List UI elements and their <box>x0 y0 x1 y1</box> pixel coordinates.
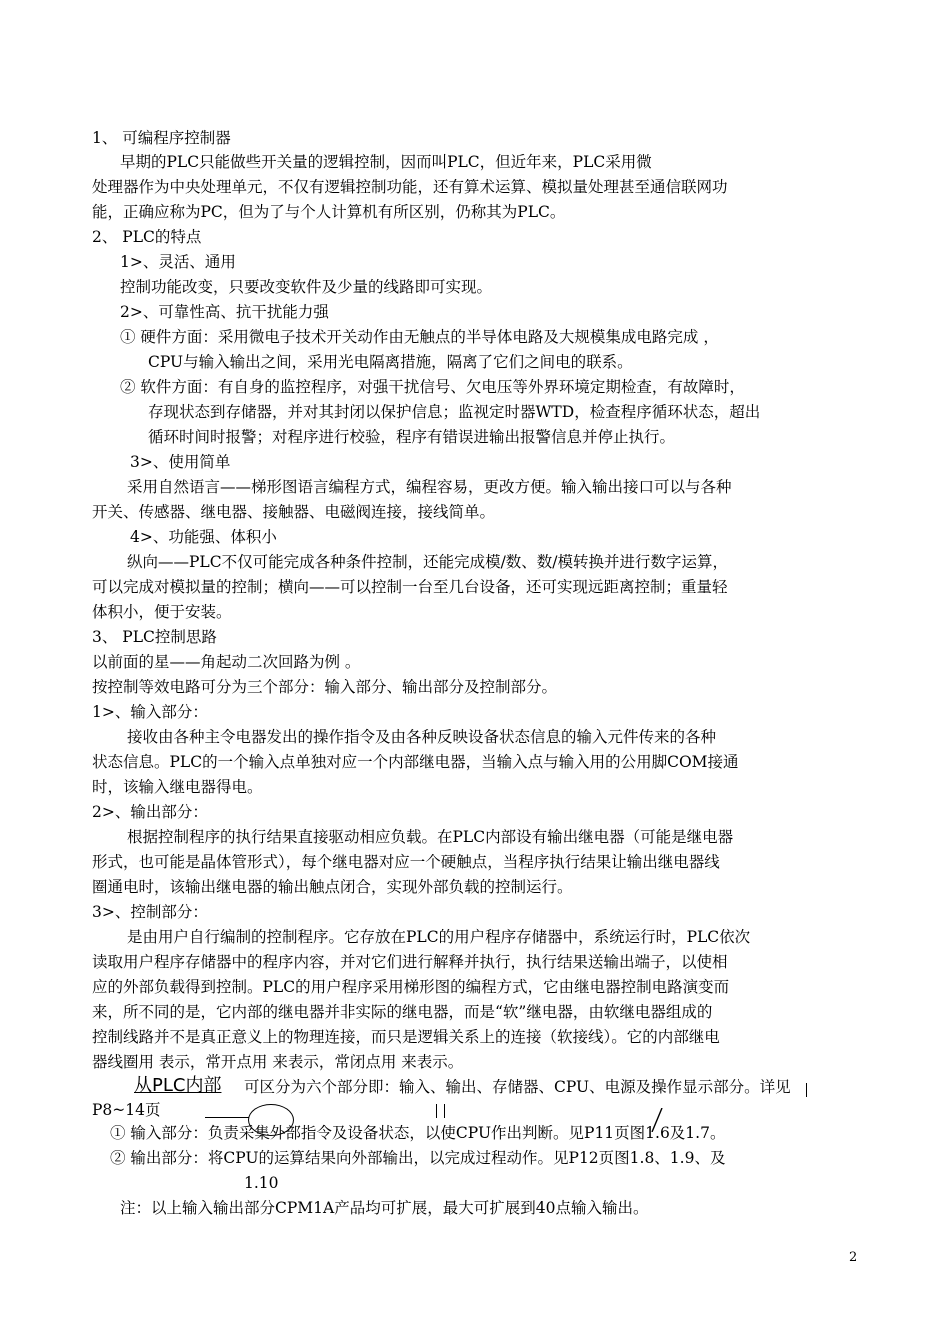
tick-mark <box>806 1083 807 1097</box>
paragraph-line: 是由用户自行编制的控制程序。它存放在PLC的用户程序存储器中，系统运行时，PLC依次 <box>127 928 751 946</box>
paragraph-line: 能，正确应称为PC，但为了与个人计算机有所区别，仍称其为PLC。 <box>92 203 566 221</box>
subheading: 1>、灵活、通用 <box>120 253 236 271</box>
paragraph-line: 来，所不同的是，它内部的继电器并非实际的继电器，而是“软”继电器，由软继电器组成的 <box>92 1003 713 1021</box>
paragraph-line: 根据控制程序的执行结果直接驱动相应负载。在PLC内部设有输出继电器（可能是继电器 <box>127 828 734 846</box>
paragraph-line: 控制线路并不是真正意义上的物理连接，而只是逻辑关系上的连接（软接线）。它的内部继电 <box>92 1028 720 1046</box>
list-item: ① 硬件方面：采用微电子技术开关动作由无触点的半导体电路及大规模集成电路完成 ， <box>120 328 719 346</box>
paragraph-line: 时，该输入继电器得电。 <box>92 778 263 796</box>
list-item-cont: 1.10 <box>244 1174 279 1192</box>
subheading: 3>、使用简单 <box>130 453 231 471</box>
list-item-cont: 存现状态到存储器，并对其封闭以保护信息；监视定时器WTD，检查程序循环状态，超出 <box>148 403 761 421</box>
plc-internal-heading: 从PLC内部 <box>134 1075 222 1096</box>
paragraph-line: 形式，也可能是晶体管形式），每个继电器对应一个硬触点，当程序执行结果让输出继电器线 <box>92 853 720 871</box>
paragraph-line: 开关、传感器、继电器、接触器、电磁阀连接，接线简单。 <box>92 503 496 521</box>
subheading: 4>、功能强、体积小 <box>130 528 277 546</box>
note-line: 注：以上输入输出部分CPM1A产品均可扩展，最大可扩展到40点输入输出。 <box>120 1199 649 1217</box>
paragraph-line: 接收由各种主令电器发出的操作指令及由各种反映设备状态信息的输入元件传来的各种 <box>127 728 717 746</box>
paragraph-line: P8~14页 <box>92 1101 161 1119</box>
paragraph-line: 圈通电时，该输出继电器的输出触点闭合，实现外部负载的控制运行。 <box>92 878 573 896</box>
list-item-cont: CPU与输入输出之间，采用光电隔离措施，隔离了它们之间电的联系。 <box>148 353 633 371</box>
subheading: 3>、控制部分： <box>92 903 208 921</box>
tick-mark <box>436 1104 437 1118</box>
paragraph-line: 以前面的星——角起动二次回路为例 。 <box>92 653 361 671</box>
subheading: 1>、输入部分： <box>92 703 208 721</box>
paragraph-line: 可区分为六个部分即：输入、输出、存储器、CPU、电源及操作显示部分。详见 <box>244 1078 791 1096</box>
paragraph-line: 采用自然语言——梯形图语言编程方式，编程容易，更改方便。输入输出接口可以与各种 <box>127 478 732 496</box>
paragraph-line: 体积小，便于安装。 <box>92 603 232 621</box>
list-item: ② 输出部分：将CPU的运算结果向外部输出，以完成过程动作。见P12页图1.8、1.9、及 <box>110 1149 726 1167</box>
page-number: 2 <box>849 1250 858 1265</box>
subheading: 2>、可靠性高、抗干扰能力强 <box>120 303 329 321</box>
underline-mark <box>205 1117 249 1118</box>
paragraph-line: 纵向——PLC不仅可能完成各种条件控制，还能完成模/数、数/模转换并进行数字运算， <box>127 553 729 571</box>
list-item: ② 软件方面：有自身的监控程序，对强干扰信号、欠电压等外界环境定期检查，有故障时， <box>120 378 745 396</box>
paragraph-line: 处理器作为中央处理单元，不仅有逻辑控制功能，还有算术运算、模拟量处理甚至通信联网功 <box>92 178 728 196</box>
paragraph-line: 应的外部负载得到控制。PLC的用户程序采用梯形图的编程方式，它由继电器控制电路演变而 <box>92 978 730 996</box>
paragraph-line: 可以完成对模拟量的控制；横向——可以控制一台至几台设备，还可实现远距离控制；重量轻 <box>92 578 728 596</box>
paragraph-line: 早期的PLC只能做些开关量的逻辑控制，因而叫PLC，但近年来，PLC采用微 <box>120 153 652 171</box>
paragraph-line: 器线圈用 表示，常开点用 来表示，常闭点用 来表示。 <box>92 1053 464 1071</box>
heading-1: 1、 可编程序控制器 <box>92 129 231 147</box>
heading-2: 2、 PLC的特点 <box>92 228 202 246</box>
list-item: ① 输入部分：负责采集外部指令及设备状态，以使CPU作出判断。见P11页图1.6及1.7。 <box>110 1124 726 1142</box>
heading-3: 3、 PLC控制思路 <box>92 628 217 646</box>
paragraph-line: 控制功能改变，只要改变软件及少量的线路即可实现。 <box>120 278 493 296</box>
subheading: 2>、输出部分： <box>92 803 208 821</box>
paragraph-line: 读取用户程序存储器中的程序内容，并对它们进行解释并执行，执行结果送输出端子，以使相 <box>92 953 728 971</box>
paragraph-line: 状态信息。PLC的一个输入点单独对应一个内部继电器，当输入点与输入用的公用脚COM接通 <box>92 753 739 771</box>
tick-mark <box>444 1104 445 1118</box>
list-item-cont: 循环时间时报警；对程序进行校验，程序有错误进输出报警信息并停止执行。 <box>148 428 676 446</box>
paragraph-line: 按控制等效电路可分为三个部分：输入部分、输出部分及控制部分。 <box>92 678 558 696</box>
